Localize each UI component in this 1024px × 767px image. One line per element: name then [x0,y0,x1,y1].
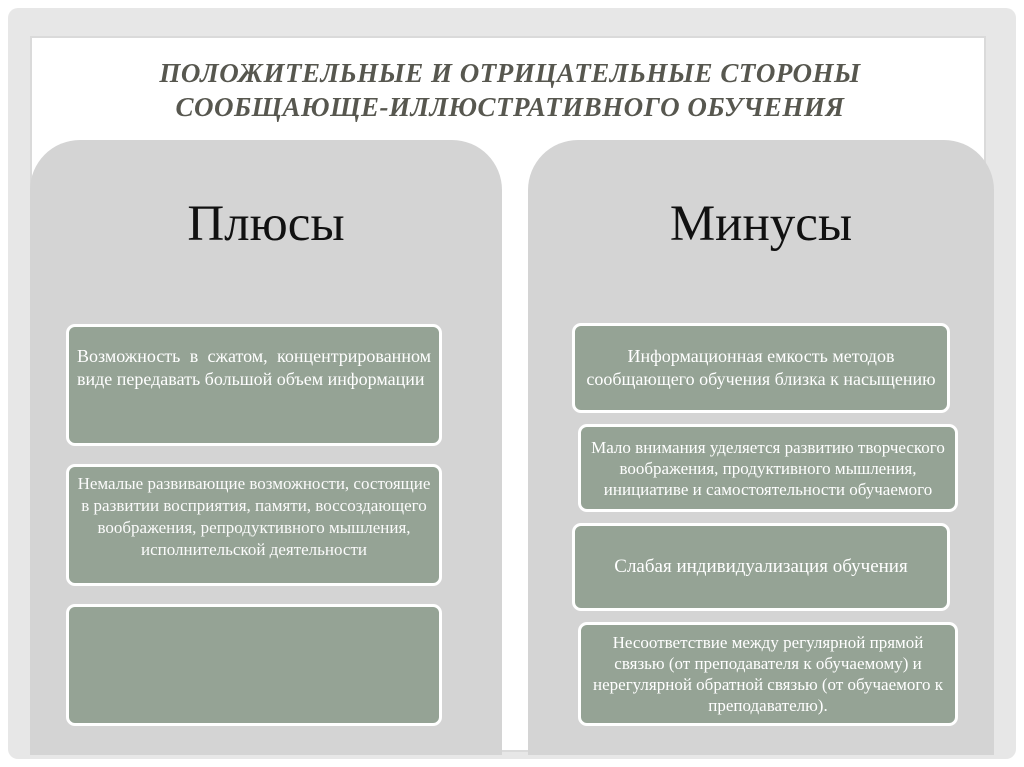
pros-item-2-text: Немалые развивающие возможности, состоящие в развитии восприятия, памяти, воссоздающего воображения, репродуктивного мышления, исполнительской деятельности [77,474,431,559]
pros-item-1 [66,324,442,446]
cons-item-3-text: Слабая индивидуализация обучения [614,556,908,577]
cons-heading: Минусы [669,196,853,252]
cons-item-2-text: Мало внимания уделяется развитию творческого воображения, продуктивного мышления, инициативе и самостоятельности обучаемого [591,437,945,499]
slide-title-line-1: ПОЛОЖИТЕЛЬНЫЕ И ОТРИЦАТЕЛЬНЫЕ СТОРОНЫ [159,58,861,88]
cons-item-2 [578,424,958,512]
cons-item-3 [572,523,950,611]
pros-item-2 [66,464,442,586]
slide-title-line-2: СООБЩАЮЩЕ-ИЛЛЮСТРАТИВНОГО ОБУЧЕНИЯ [175,92,845,122]
slide-title [60,56,960,124]
cons-item-1 [572,323,950,413]
cons-item-4-text: Несоответствие между регулярной прямой связью (от преподавателя к обучаемому) и нерегулярной обратной связью (от обучаемого к преподавателю). [593,633,943,715]
pros-item-3 [66,604,442,726]
cons-item-4 [578,622,958,726]
pros-heading: Плюсы [187,196,345,252]
pros-item-1-text: Возможность в сжатом, концентрированном виде передавать большой объем информации [77,346,431,389]
cons-item-1-text: Информационная емкость методов сообщающего обучения близка к насыщению [586,346,936,389]
